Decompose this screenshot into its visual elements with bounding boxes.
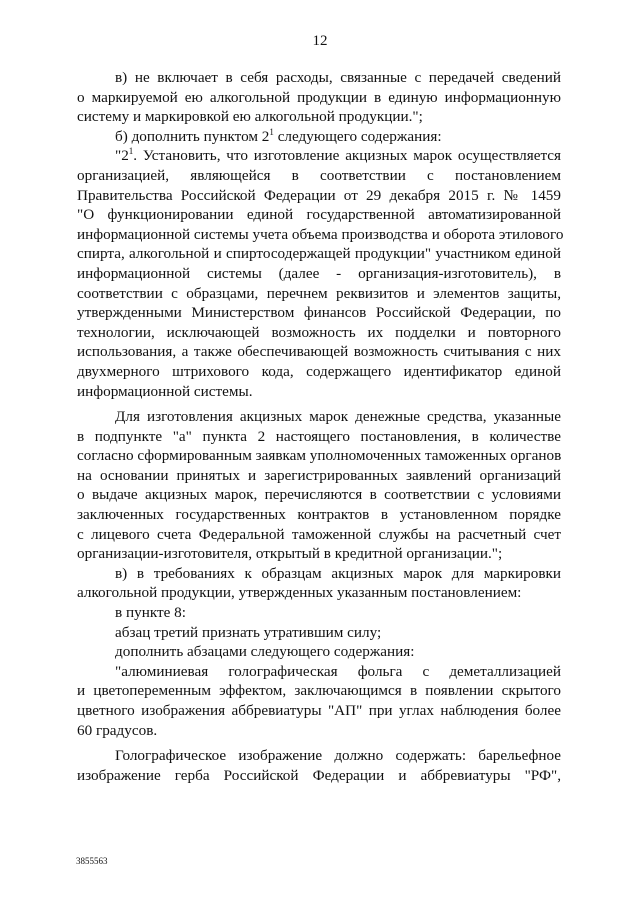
text-line [77, 746, 561, 766]
text-line-content: информационной системы учета объема производства и оборота этилового [77, 225, 564, 243]
text-line [77, 284, 561, 304]
text-line [77, 642, 561, 662]
text-line [77, 127, 561, 147]
text-line-content: утвержденными Министерством финансов Российской Федерации, по [77, 304, 561, 322]
text-line [77, 505, 561, 525]
text-line-content: Правительства Российской Федерации от 29 декабря 2015 г. № 1459 [77, 186, 561, 204]
text-line-content: и цветопеременным эффектом, заключающимся в появлении скрытого [77, 682, 561, 700]
superscript: 1 [269, 126, 274, 137]
text-line [77, 68, 561, 88]
text-line [77, 485, 561, 505]
text-line-content: б) дополнить пунктом 2 [115, 127, 270, 145]
text-line [77, 205, 561, 225]
text-line [77, 264, 561, 284]
text-line-content: Голографическое изображение должно содержать: барельефное [115, 747, 561, 765]
text-line-content: Для изготовления акцизных марок денежные средства, указанные [115, 408, 561, 426]
text-line-content: "2 [115, 147, 129, 165]
text-line-content: в) в требованиях к образцам акцизных марок для маркировки [115, 564, 561, 582]
text-line [77, 766, 561, 786]
text-line-content: организации-изготовителя, открытый в кредитной организации."; [77, 545, 503, 563]
text-line-content: спирта, алкогольной и спиртосодержащей продукции" участником единой [77, 245, 561, 263]
text-line [77, 323, 561, 343]
text-line [77, 681, 561, 701]
text-line-content: в пункте 8: [115, 604, 186, 622]
text-line [77, 244, 561, 264]
text-line-content: алкогольной продукции, утвержденных указанным постановлением: [77, 584, 522, 602]
text-line-content: использования, а также обеспечивающей возможность считывания с них [77, 343, 561, 361]
text-line [77, 166, 561, 186]
superscript: 1 [128, 146, 134, 157]
text-line-content: соответствии с образцами, перечнем реквизитов и элементов защиты, [77, 284, 561, 302]
text-line-content: заключенных государственных контрактов в установленном порядке [77, 506, 561, 524]
text-line [77, 303, 561, 323]
text-line-content: в) не включает в себя расходы, связанные с передачей сведений [115, 69, 561, 86]
text-line-content: цветного изображения аббревиатуры "АП" при углах наблюдения более [77, 702, 561, 719]
text-line-content: с лицевого счета Федеральной таможенной службы на расчетный счет [77, 525, 561, 543]
text-line-content: информационной системы (далее - организация-изготовитель), в [77, 264, 561, 282]
text-line [77, 427, 561, 447]
text-line-content: "О функционировании единой государственной автоматизированной [77, 206, 561, 224]
text-line [77, 446, 561, 466]
document-id: 3855563 [76, 856, 108, 866]
text-line-content: в подпункте "а" пункта 2 настоящего постановления, в количестве [77, 427, 561, 445]
text-line [77, 146, 561, 166]
text-line-content: абзац третий признать утратившим силу; [115, 623, 382, 641]
text-line-content: 60 градусов. [77, 721, 158, 739]
text-line [77, 583, 561, 603]
text-line-tail: . Установить, что изготовление акцизных марок осуществляется [133, 147, 561, 165]
document-body [77, 68, 564, 785]
text-line [77, 342, 561, 362]
text-line-content: согласно сформированным заявкам уполномоченных таможенных органов [77, 447, 562, 465]
text-line [77, 525, 561, 545]
text-line-content: дополнить абзацами следующего содержания: [115, 643, 415, 661]
text-line [77, 186, 561, 206]
text-line-content: "алюминиевая голографическая фольга с деметаллизацией [115, 662, 561, 680]
text-line [77, 466, 561, 486]
text-line-content: двухмерного штрихового кода, содержащего идентификатор единой [77, 362, 561, 380]
text-line-content: систему и маркировкой ею алкогольной продукции."; [77, 108, 423, 126]
text-line [77, 407, 561, 427]
text-line-content: о выдаче акцизных марок, перечисляются в соответствии с условиями [77, 486, 561, 504]
text-line-content: о маркируемой ею алкогольной продукции в единую информационную [77, 88, 561, 106]
text-line [77, 544, 561, 564]
text-line-content: организацией, являющейся в соответствии с постановлением [77, 166, 561, 184]
text-line-content: технологии, исключающей возможность их подделки и повторного [77, 323, 561, 341]
text-line-content: на основании принятых и зарегистрированных заявлений организаций [77, 466, 561, 484]
text-line [77, 603, 561, 623]
text-line [77, 662, 561, 682]
text-line [77, 362, 561, 382]
text-line [77, 225, 564, 245]
text-line [77, 701, 561, 721]
text-line [77, 88, 561, 108]
text-line [77, 564, 561, 584]
page-number: 12 [312, 33, 328, 49]
text-line-tail: следующего содержания: [273, 127, 442, 145]
text-line-content: информационной системы. [77, 382, 253, 400]
text-line [77, 382, 561, 402]
text-line [77, 721, 561, 741]
text-line-content: изображение герба Российской Федерации и аббревиатуры "РФ", [77, 766, 561, 784]
text-line [77, 107, 561, 127]
text-line [77, 623, 561, 643]
